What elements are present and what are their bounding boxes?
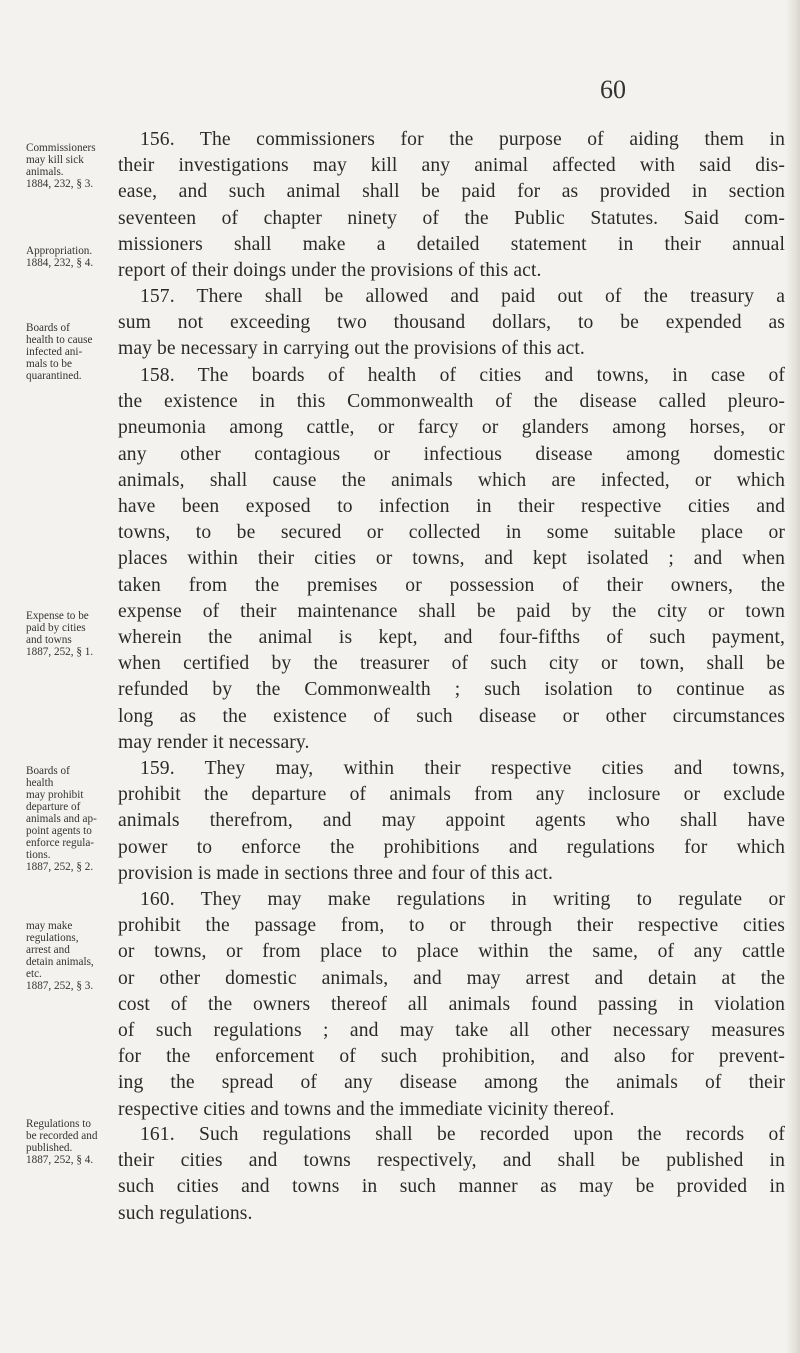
margin-note-prohibit-departure bbox=[26, 765, 118, 873]
margin-note-regulations bbox=[26, 920, 118, 992]
margin-note-line: may prohibit bbox=[26, 789, 84, 801]
margin-note-line: 1884, 232, § 4. bbox=[26, 257, 94, 269]
margin-note-line: Expense to be bbox=[26, 610, 89, 622]
text-line: power to enforce the prohibitions and regulations for which bbox=[118, 836, 785, 858]
margin-note-line: arrest and bbox=[26, 944, 70, 956]
text-line: seventeen of chapter ninety of the Public Statutes. Said com- bbox=[118, 207, 785, 229]
margin-note-line: animals and ap- bbox=[26, 813, 97, 825]
text-line: such cities and towns in such manner as may be provided in bbox=[118, 1176, 785, 1198]
text-line: animals therefrom, and may appoint agents who shall have bbox=[118, 810, 785, 832]
text-line: places within their cities or towns, and kept isolated ; and when bbox=[118, 548, 785, 570]
margin-note-line: may kill sick bbox=[26, 154, 84, 166]
section-157 bbox=[118, 284, 785, 363]
text-line: of such regulations ; and may take all other necessary measures bbox=[118, 1020, 785, 1042]
text-line: sum not exceeding two thousand dollars, to be expended as bbox=[118, 312, 785, 334]
section-161 bbox=[118, 1122, 785, 1227]
text-line: 161. Such regulations shall be recorded upon the records of bbox=[140, 1124, 785, 1145]
text-line: may render it necessary. bbox=[118, 731, 310, 753]
text-line: pneumonia among cattle, or farcy or glanders among horses, or bbox=[118, 417, 785, 439]
margin-note-line: detain animals, bbox=[26, 956, 94, 968]
margin-note-line: and towns bbox=[26, 634, 72, 646]
text-line: 159. They may, within their respective cities and towns, bbox=[140, 758, 785, 779]
margin-note-line: quarantined. bbox=[26, 370, 82, 382]
text-line: any other contagious or infectious disease among domestic bbox=[118, 443, 785, 465]
margin-note-line: paid by cities bbox=[26, 622, 86, 634]
section-158 bbox=[118, 363, 785, 756]
margin-note-line: health bbox=[26, 777, 54, 789]
text-line: when certified by the treasurer of such city or town, shall be bbox=[118, 653, 785, 675]
margin-note-line: 1887, 252, § 2. bbox=[26, 861, 94, 873]
text-line: 156. The commissioners for the purpose of aiding them in bbox=[140, 129, 785, 150]
text-line: animals, shall cause the animals which are infected, or which bbox=[118, 469, 785, 491]
section-156 bbox=[118, 127, 785, 284]
margin-note-line: Boards of bbox=[26, 322, 70, 334]
text-line: prohibit the departure of animals from any inclosure or exclude bbox=[118, 784, 785, 806]
text-line: or other domestic animals, and may arrest and detain at the bbox=[118, 967, 785, 989]
margin-note-line: enforce regula- bbox=[26, 837, 95, 849]
text-line: or towns, or from place to place within the same, of any cattle bbox=[118, 941, 785, 963]
margin-note-line: tions. bbox=[26, 849, 51, 861]
margin-note-recorded bbox=[26, 1118, 118, 1166]
margin-note-line: 1887, 252, § 4. bbox=[26, 1154, 94, 1166]
margin-note-line: etc. bbox=[26, 968, 42, 980]
text-line: prohibit the passage from, to or through their respective cities bbox=[118, 915, 785, 937]
text-line: ease, and such animal shall be paid for as provided in section bbox=[118, 181, 785, 203]
margin-note-line: Regulations to bbox=[26, 1118, 91, 1130]
margin-note-line: animals. bbox=[26, 166, 64, 178]
margin-note-line: point agents to bbox=[26, 825, 92, 837]
margin-note-line: Commissioners bbox=[26, 142, 96, 154]
margin-note-line: Appropriation. bbox=[26, 245, 93, 257]
text-line: cost of the owners thereof all animals found passing in violation bbox=[118, 993, 785, 1015]
margin-note-line: 1887, 252, § 1. bbox=[26, 646, 94, 658]
text-line: provision is made in sections three and four of this act. bbox=[118, 862, 554, 884]
margin-note-boards-quarantine bbox=[26, 322, 118, 382]
text-line: have been exposed to infection in their respective cities and bbox=[118, 496, 785, 518]
text-line: 157. There shall be allowed and paid out of the treasury a bbox=[140, 286, 785, 307]
text-line: refunded by the Commonwealth ; such isolation to continue as bbox=[118, 679, 785, 701]
margin-note-appropriation bbox=[26, 245, 118, 269]
text-line: their investigations may kill any animal affected with said dis- bbox=[118, 155, 785, 177]
margin-note-line: be recorded and bbox=[26, 1130, 98, 1142]
text-line: towns, to be secured or collected in some suitable place or bbox=[118, 522, 785, 544]
text-line: respective cities and towns and the immediate vicinity thereof. bbox=[118, 1098, 615, 1120]
section-160 bbox=[118, 887, 785, 1123]
margin-note-line: Boards of bbox=[26, 765, 70, 777]
text-line: expense of their maintenance shall be paid by the city or town bbox=[118, 600, 785, 622]
margin-note-line: published. bbox=[26, 1142, 73, 1154]
text-line: such regulations. bbox=[118, 1202, 253, 1224]
text-line: 160. They may make regulations in writing to regulate or bbox=[140, 889, 785, 910]
text-line: for the enforcement of such prohibition, and also for prevent- bbox=[118, 1046, 785, 1068]
text-line: the existence in this Commonwealth of the disease called pleuro- bbox=[118, 391, 785, 413]
section-159 bbox=[118, 756, 785, 887]
margin-note-line: health to cause bbox=[26, 334, 93, 346]
text-line: their cities and towns respectively, and shall be published in bbox=[118, 1150, 785, 1172]
margin-note-commissioners bbox=[26, 142, 118, 190]
margin-note-line: 1884, 232, § 3. bbox=[26, 178, 94, 190]
text-line: missioners shall make a detailed statement in their annual bbox=[118, 233, 785, 255]
text-line: wherein the animal is kept, and four-fifths of such payment, bbox=[118, 627, 785, 649]
margin-note-line: mals to be bbox=[26, 358, 72, 370]
text-line: report of their doings under the provisions of this act. bbox=[118, 260, 542, 282]
margin-note-line: infected ani- bbox=[26, 346, 83, 358]
text-line: taken from the premises or possession of their owners, the bbox=[118, 574, 785, 596]
text-line: long as the existence of such disease or other circumstances bbox=[118, 705, 785, 727]
page-edge-shadow bbox=[786, 0, 800, 1353]
margin-note-line: 1887, 252, § 3. bbox=[26, 980, 94, 992]
margin-note-expense bbox=[26, 610, 118, 658]
text-line: ing the spread of any disease among the animals of their bbox=[118, 1072, 785, 1094]
margin-note-line: may make bbox=[26, 920, 73, 932]
margin-note-line: regulations, bbox=[26, 932, 79, 944]
margin-note-line: departure of bbox=[26, 801, 81, 813]
text-line: may be necessary in carrying out the provisions of this act. bbox=[118, 338, 585, 360]
text-line: 158. The boards of health of cities and towns, in case of bbox=[140, 365, 785, 386]
page-number: 60 bbox=[600, 75, 626, 104]
